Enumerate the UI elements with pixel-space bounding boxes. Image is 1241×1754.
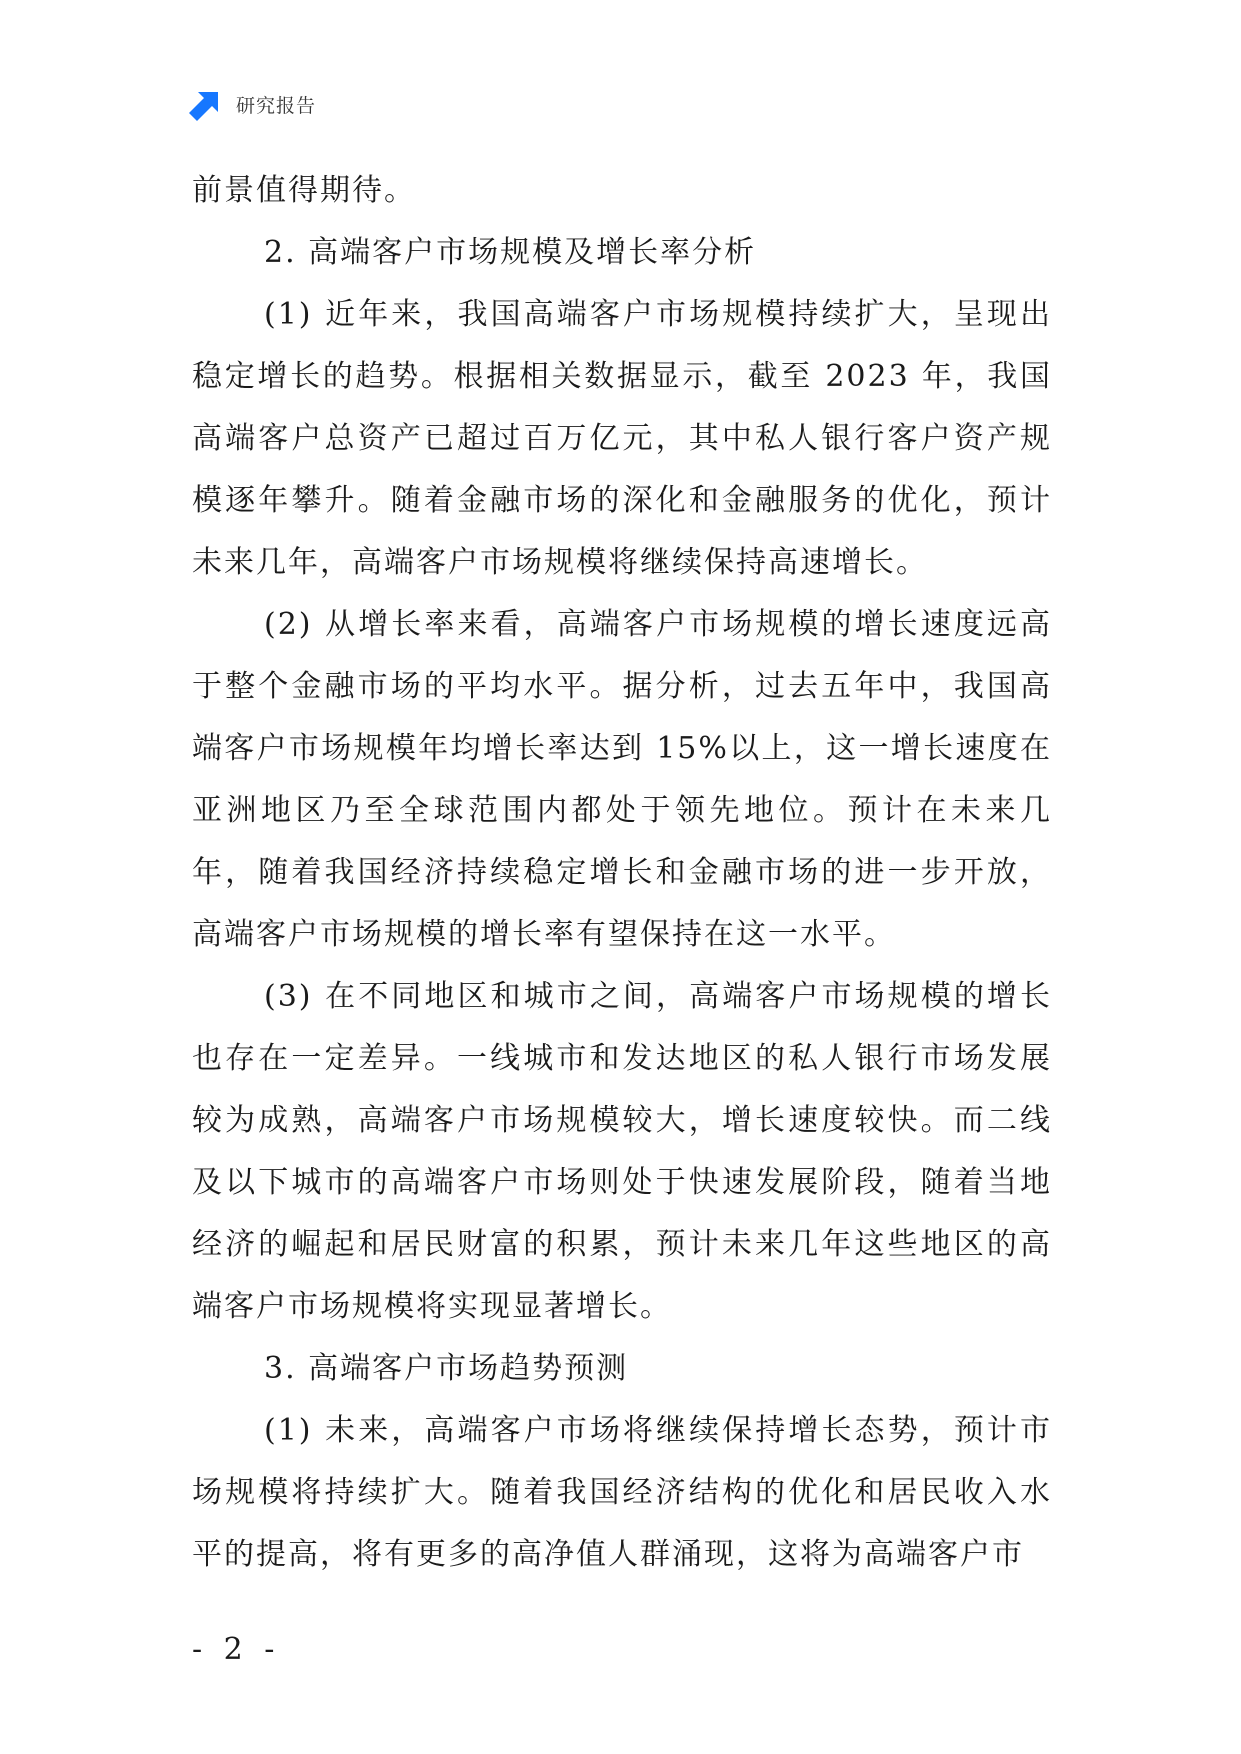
page-header xyxy=(188,84,316,124)
section-heading-3: 3. 高端客户市场趋势预测 xyxy=(264,1351,629,1386)
paragraph-continuation: 前景值得期待。 xyxy=(192,173,416,208)
header-title: 研究报告 xyxy=(236,94,317,117)
paragraph-2-2: (2) 从增长率来看，高端客户市场规模的增长速度远高于整个金融市场的平均水平。据分析，过去五年中，我国高端客户市场规模年均增长率达到 15%以上，这一增长速度在亚洲地区乃至全球范围内都处于领先地位。预计在未来几年，随着我国经济持续稳定增长和金融市场的进一步开放，高端客户市场规模的增长率有望保持在这一水平。 xyxy=(192,607,1052,952)
section-heading-2: 2. 高端客户市场规模及增长率分析 xyxy=(264,235,757,270)
paragraph-3-1: (1) 未来，高端客户市场将继续保持增长态势，预计市场规模将持续扩大。随着我国经济结构的优化和居民收入水平的提高，将有更多的高净值人群涌现，这将为高端客户市 xyxy=(192,1413,1052,1572)
document-body xyxy=(192,160,1052,1586)
arrow-up-right-icon xyxy=(188,86,224,122)
paragraph-2-3: (3) 在不同地区和城市之间，高端客户市场规模的增长也存在一定差异。一线城市和发达地区的私人银行市场发展较为成熟，高端客户市场规模较大，增长速度较快。而二线及以下城市的高端客户市场则处于快速发展阶段，随着当地经济的崛起和居民财富的积累，预计未来几年这些地区的高端客户市场规模将实现显著增长。 xyxy=(192,979,1052,1324)
paragraph-2-1: (1) 近年来，我国高端客户市场规模持续扩大，呈现出稳定增长的趋势。根据相关数据显示，截至 2023 年，我国高端客户总资产已超过百万亿元，其中私人银行客户资产规模逐年攀升。随着金融市场的深化和金融服务的优化，预计未来几年，高端客户市场规模将继续保持高速增长。 xyxy=(192,297,1052,580)
page-number: - 2 - xyxy=(192,1632,281,1667)
